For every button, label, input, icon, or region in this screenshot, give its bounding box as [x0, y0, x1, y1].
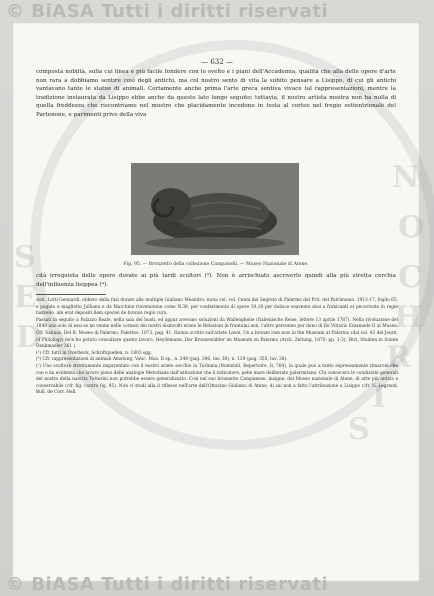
seal-letter: C [398, 260, 422, 295]
watermark-top: © BiASA Tutti i diritti riservati [6, 1, 329, 22]
seal-letter: S [348, 412, 370, 447]
seal-letter: E [14, 280, 37, 315]
footnote: dott. Lotti Gennardi, ebbero della fusi dorate alle multiple Giuliano Meandro; mota vol. vol. Cenni del Segreto di Palermo del Prit. del Patrimonio. 1913-17, foglio 65. e pagato e maglietto Julliano e da Marchine rinvenutone come N.38, per conferimento di opere 30,16 per dolisce esavente dosi a frabicanti et pecorivate in regio bazzelio, ubi erat depositi dem speciei de bronzo regio cura. [36, 298, 398, 317]
ram-bronze-figure [131, 163, 299, 255]
footnote: (⁵) Uno sculture strettamente imparentato con il nostro ariete secchio la Turinnia (Rumstall, Repertoire, II, 764), la quale può a tanto espressamente rimaroni che con e da evidenza che lavoro pieno delle analogie Metodiane dall'istituzione che il indicatore, pelle mare deliberate palermitano. Chi conoscera le condizioni generali del nostro della nascita Tetterini non potrebbe essere generalizzato. Così nel suo bronzetto Campanese, insigne, del Museo nazionale di Atene, di arte più antica e conservabile (cfr. fig. contro fig. 95). Non ci studi alla il riflesso nell'arte dell'Ottavino Giuliano di Atene, di sai non a fatto l'attribuzione a Lisippo (cfr. U. Legrand, Bull. de Corr. Hell. [36, 363, 398, 396]
footnote: (⁴) Cfr. rappresentazioni di animali Amelung, Vatic. Mus. II sp., n. 249 (pag. 396, tav. 38), n. 129 (pag. 355, tav. 38). [36, 357, 288, 363]
seal-letter: R [386, 340, 411, 375]
body-paragraph-1: composta nobiltà, sulla cui linea e più facile fondere con lo svelto e i piani dell'Accademia, qualità che alla delle opere d'arte non rara a dobbiamo sentire così degli antichi, ma col nostro sento di vita la subito pensare a Lisippo, di cui gli antichi vantavano tante le statue di animali. Certamente anche prima l'arte greca sentiva vivace tal rappresentazioni, mentre la tradizione instaurata da Lisippo ebbe anche da questo lato lungo seguito; tuttavia, il nostro artista mostra non ha nulla di quella freddezza che riscontriamo nel mostro che placidamente incedono in testa al corteo nel fregio settentrionale del Partenone, e parimenti privo della viva [36, 69, 396, 118]
watermark-bottom: © BiASA Tutti i diritti riservati [6, 574, 329, 595]
seal-letter: O [398, 210, 425, 245]
seal-letter: I [372, 380, 387, 415]
seal-letter: S [14, 240, 36, 275]
seal-letter: N [392, 160, 420, 195]
running-head: — 632 — [201, 58, 233, 66]
footnote: (³) Cfr. tutti in Overbeck, Schriftquellen, n. 1803 sgg. [36, 350, 152, 356]
footnote-divider [36, 294, 106, 295]
footnote: Passati in seguito a Palazzo Reale, nella sala dei busti, ed appar avevano soluzioni da Wallenghelie (Italienische Reise, lettere 13 aprile 1787). Nella rivoluzione del 1848 uno solo di essi se ne venne nelle cornesi dei nostri disinvolti erano le Relazioni in frantumi non, l'altro pervenne per dono di Re Vittorio Emanuele II al Museo. Cfr. Salinas, Del R. Museo di Palermo, Palermo, 1873, pag. 41. Hanno scritto sull'ariete Lawn, Un a bronze ram now in the Museum at Palermo (dal vol. 43 del Journ. of Philology) fece ho potuto consultare questo lavoro; Heydemann, Der Bronzewidder im Museum zu Palermo (Arch. Zeitung, 1870, pp. 1-3); Hirt, Studien in Sonne Denkmaeler 361 ). [36, 317, 398, 350]
seal-letter: D [16, 320, 43, 355]
body-paragraph-2: cità irrequieta delle opere dorate ai più tardi scultori (³). Non è arrischiato ascriverlo quindi alla più stretta cerchia dell'influenza lisippea (⁴). [36, 273, 396, 288]
seal-letter: H [394, 300, 423, 335]
footnotes [36, 298, 398, 397]
figure-caption: Fig. 95. — Bronzetto della collezione Campanelli. — Museo Nazionale di Atene. [123, 262, 309, 267]
